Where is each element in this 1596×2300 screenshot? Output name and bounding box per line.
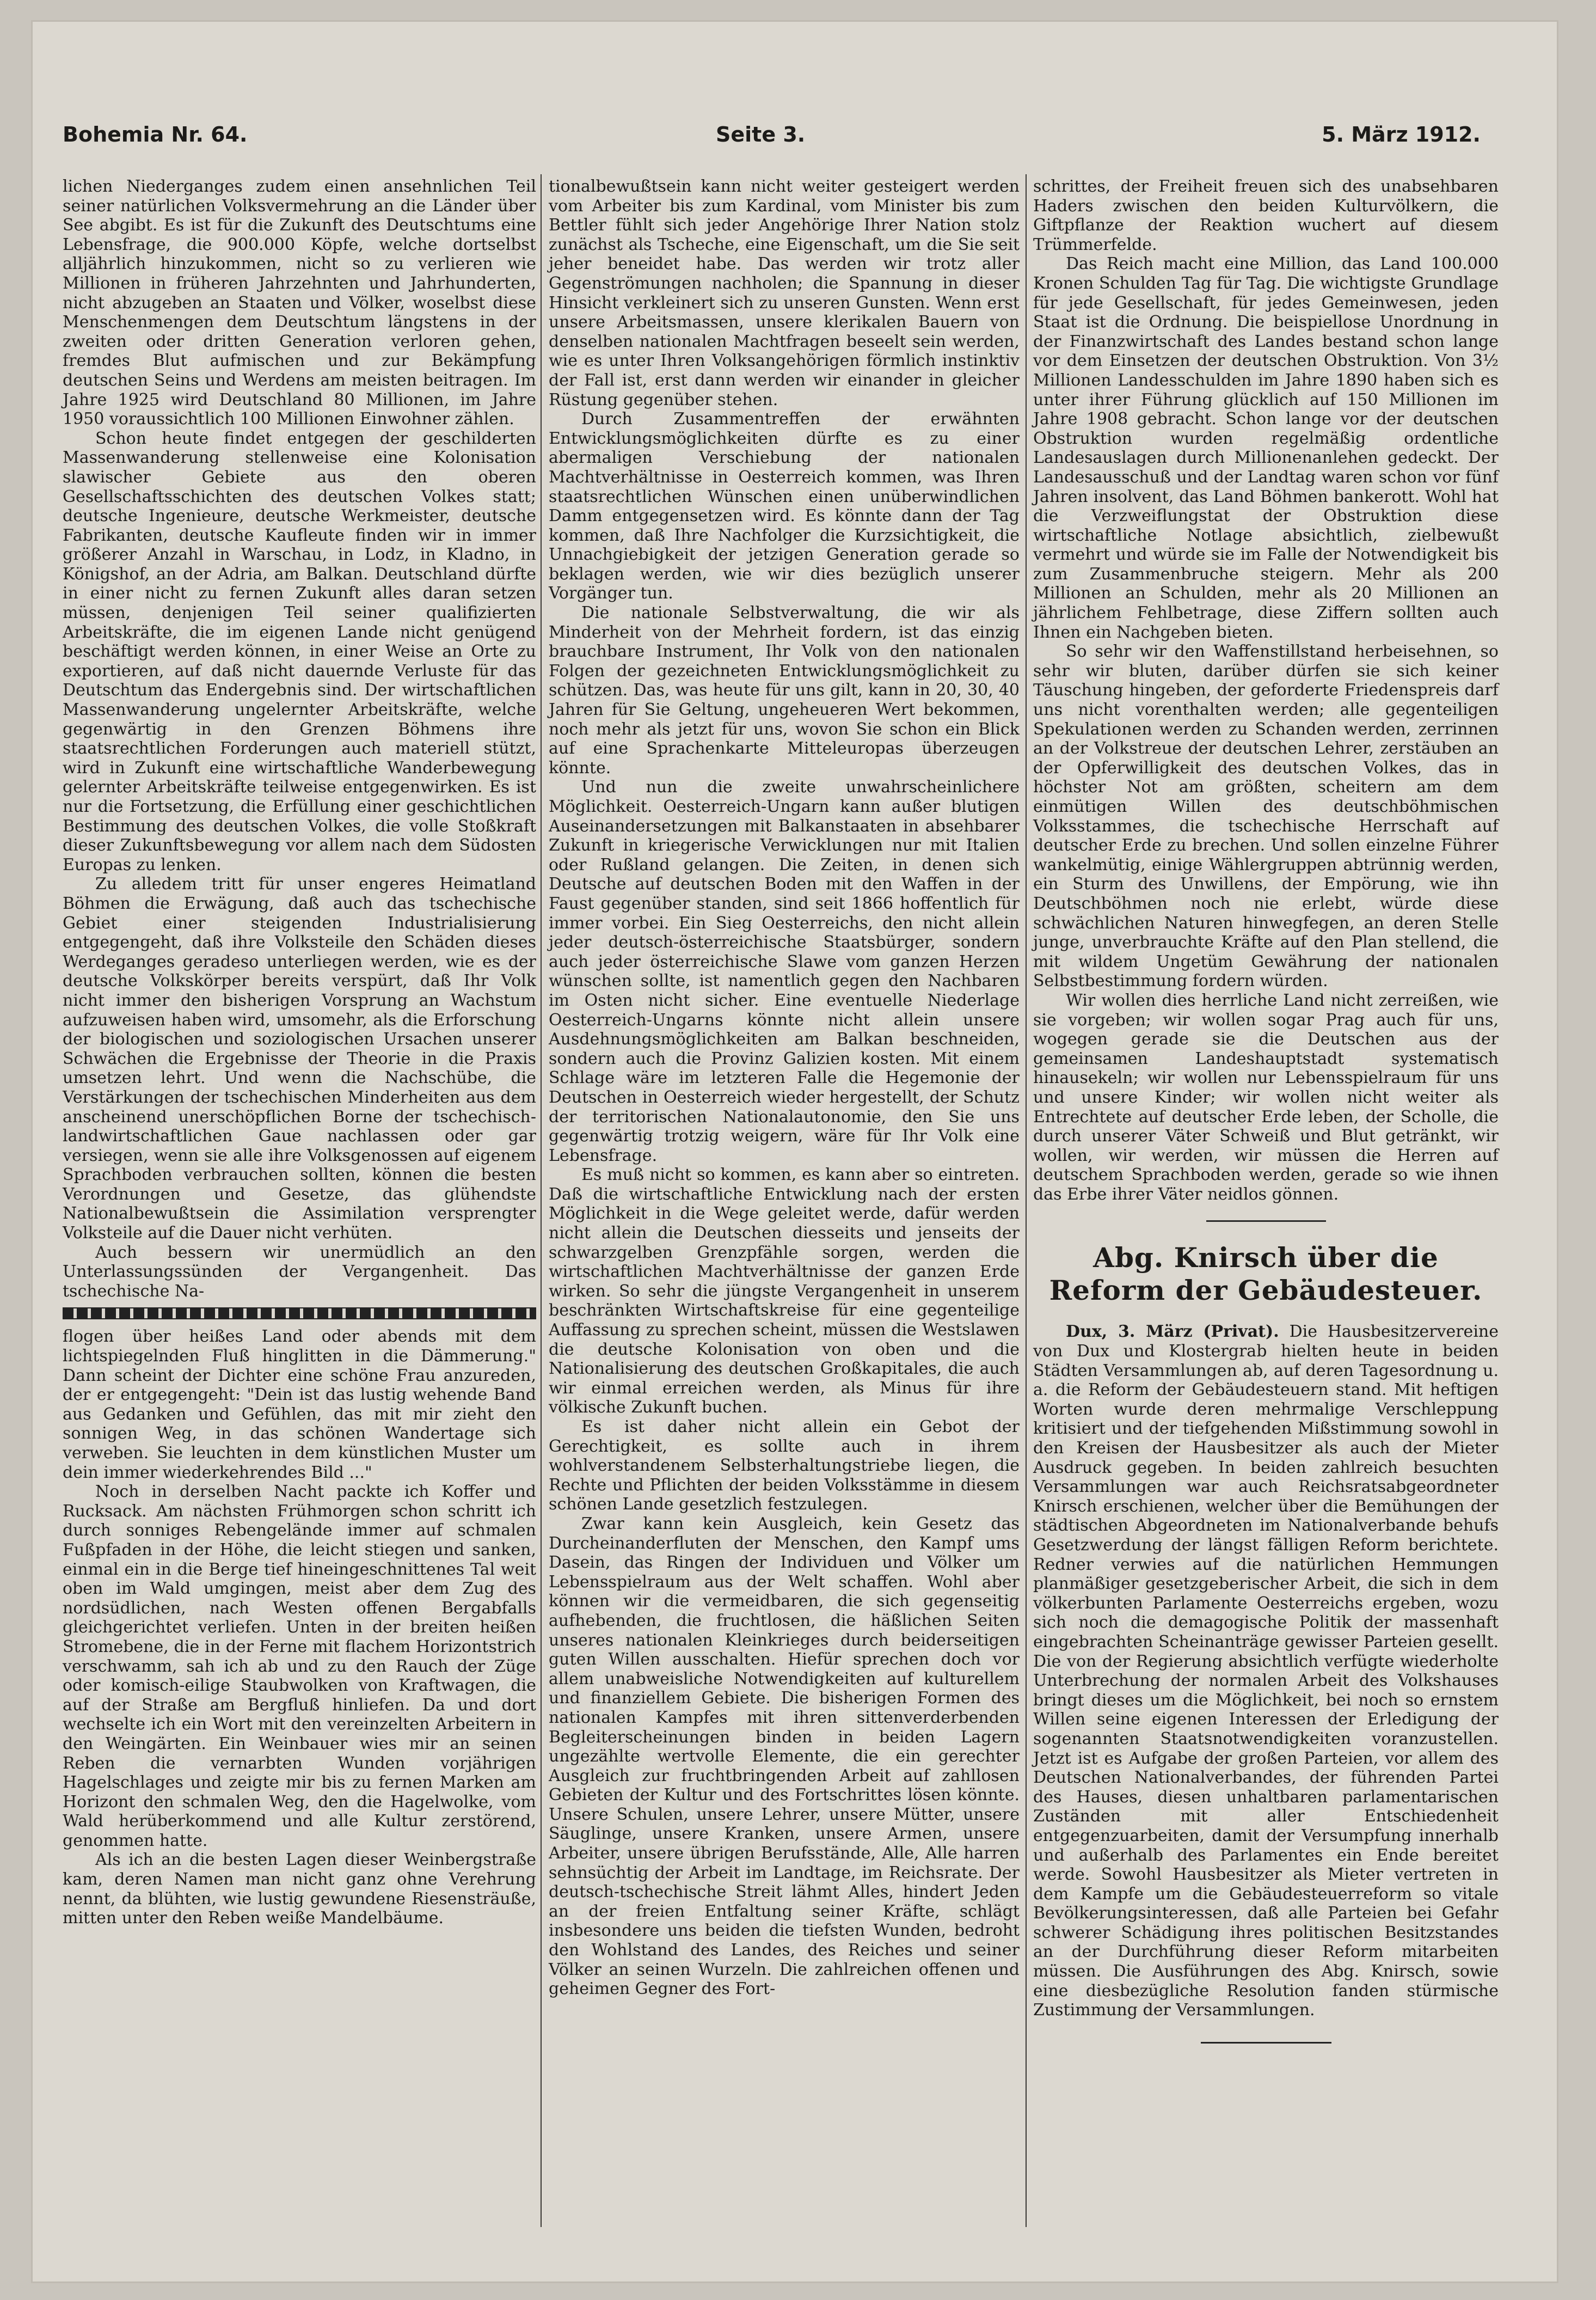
column-rule-right [1026, 174, 1027, 2227]
article-paragraph: Durch Zusammentreffen der erwähnten Entwicklungsmöglichkeiten dürfte es zu einer abermaligen Verschiebung der nationalen Machtverhältnisse in Oesterreich kommen, was Ihren staatsrechtlichen Wünschen einen unüberwindlichen Damm entgegensetzen wird. Es könnte dann der Tag kommen, daß Ihre Nachfolger die Kurzsichtigkeit, die Unnachgiebigkeit der jetzigen Generation gerade so beklagen werden, wie wir dies bezüglich unserer Vorgänger tun. [549, 409, 1020, 603]
article-paragraph: Es muß nicht so kommen, es kann aber so eintreten. Daß die wirtschaftliche Entwicklung nach der ersten Möglichkeit in die Wege geleitet werde, dafür werden nicht allein die Deutschen diesseits und jenseits der schwarzgelben Grenzpfähle sorgen, werden die wirtschaftlichen Machtverhältnisse der ganzen Erde wirken. So sehr die jüngste Vergangenheit in unserem beschränkten Wirtschaftskreise für eine gegenteilige Auffassung zu sprechen scheint, müssen die Westslawen die deutsche Kolonisation von oben und die Nationalisierung des deutschen Großkapitales, die auch wir einmal erreichen werden, als Minus für ihre völkische Zukunft buchen. [549, 1165, 1020, 1417]
header-page-number: Seite 3. [716, 123, 806, 146]
feuilleton-paragraph: flogen über heißes Land oder abends mit dem lichtspiegelnden Fluß hinglitten in die Dämmerung." Dann scheint der Dichter eine schöne Frau anzureden, der er entgegengeht: "Dein ist das lustig wehende Band aus Gedanken und Gefühlen, das mit mir zieht den sonnigen Weg, in das schönen Wandertage sich verweben. Sie leuchten in dem künstlichen Muster um dein immer wiederkehrendes Bild ..." [63, 1327, 536, 1482]
article-dateline: Dux, 3. März (Privat). [1066, 1322, 1279, 1342]
article-paragraph: tionalbewußtsein kann nicht weiter gesteigert werden vom Arbeiter bis zum Kardinal, vom Minister bis zum Bettler fühlt sich jeder Angehörige Ihrer Nation stolz zunächst als Tscheche, eine Eigenschaft, um die Sie seit jeher beneidet habe. Das werden wir trotz aller Gegenströmungen nachholen; die Spannung in dieser Hinsicht verkleinert sich zu unseren Gunsten. Wenn erst unsere Arbeitsmassen, unsere klerikalen Bauern von denselben nationalen Machtfragen beseelt sein werden, wie es unter Ihren Volksangehörigen förmlich instinktiv der Fall ist, erst dann werden wir einander in gleicher Rüstung gegenüber stehen. [549, 177, 1020, 409]
article-end-rule [1201, 2042, 1331, 2044]
article-paragraph: Zwar kann kein Ausgleich, kein Gesetz das Durcheinanderfluten der Menschen, den Kampf ums Dasein, das Ringen der Individuen und Völker um Lebensspielraum aus der Welt schaffen. Wohl aber können wir die vermeidbaren, die sich gegenseitig aufhebenden, die fruchtlosen, die häßlichen Seiten unseres nationalen Kleinkrieges durch beiderseitigen guten Willen ausschalten. Hiefür sprechen doch vor allem unabweisliche Notwendigkeiten auf kulturellem und finanziellem Gebiete. Die bisherigen Formen des nationalen Kampfes mit ihren sittenverderbenden Begleiterscheinungen binden in beiden Lagern ungezählte wertvolle Elemente, die ein gerechter Ausgleich zur fruchtbringenden Arbeit auf zahllosen Gebieten der Kultur und des Fortschrittes lösen könnte. Unsere Schulen, unsere Lehrer, unsere Mütter, unsere Säuglinge, unsere Kranken, unsere Armen, unsere Arbeiter, unsere übrigen Berufsstände, Alle, Alle harren sehnsüchtig der Arbeit im Landtage, im Reichsrate. Der deutsch-tschechische Streit lähmt Alles, hindert Jeden an der freien Entfaltung seiner Kräfte, schlägt insbesondere uns beiden die tiefsten Wunden, bedroht den Wohlstand des Landes, des Reiches und seiner Völker an seinen Wurzeln. Die zahlreichen offenen und geheimen Gegner des Fort- [549, 1514, 1020, 1999]
article-headline: Abg. Knirsch über die Reform der Gebäudesteuer. [1049, 1241, 1483, 1307]
header-date: 5. März 1912. [1322, 123, 1481, 146]
feuilleton-paragraph: Als ich an die besten Lagen dieser Weinbergstraße kam, deren Namen man nicht ganz ohne Verehrung nennt, da blühten, wie lustig gewundene Riesensträuße, mitten unter den Reben weiße Mandelbäume. [63, 1850, 536, 1928]
article-paragraph: Und nun die zweite unwahrscheinlichere Möglichkeit. Oesterreich-Ungarn kann außer blutigen Auseinandersetzungen mit Balkanstaaten in absehbarer Zukunft in kriegerische Verwicklungen nur mit Italien oder Rußland gelangen. Die Zeiten, in denen sich Deutsche auf deutschen Boden mit den Waffen in der Faust gegenüber standen, sind seit 1866 hoffentlich für immer vorbei. Ein Sieg Oesterreichs, den nicht allein jeder deutsch-österreichische Staatsbürger, sondern auch jeder österreichische Slawe vom ganzen Herzen wünschen sollte, ist namentlich gegen den Nachbaren im Osten nicht sicher. Eine eventuelle Niederlage Oesterreich-Ungarns könnte nicht allein unsere Ausdehnungsmöglichkeiten am Balkan beschneiden, sondern auch die Provinz Galizien kosten. Mit einem Schlage wäre im letzteren Falle die Hegemonie der Deutschen in Oesterreich wieder hergestellt, der Schutz der territorischen Nationalautonomie, den Sie uns gegenwärtig trotzig weigern, wäre für Ihr Volk eine Lebensfrage. [549, 778, 1020, 1165]
article-paragraph: Es ist daher nicht allein ein Gebot der Gerechtigkeit, es sollte auch in ihrem wohlverstandenem Selbsterhaltungstriebe liegen, die Rechte und Pflichten der beiden Volksstämme in diesem schönen Lande gesetzlich festzulegen. [549, 1417, 1020, 1514]
article-paragraph: Die Hausbesitzervereine von Dux und Klostergrab hielten heute in beiden Städten Versammlungen ab, auf deren Tagesordnung u. a. die Reform der Gebäudesteuern stand. Mit heftigen Worten wurde deren mehrmalige Verschleppung kritisiert und der tiefgehenden Mißstimmung sowohl in den Kreisen der Hausbesitzer als auch der Mieter Ausdruck gegeben. In beiden zahlreich besuchten Versammlungen war auch Reichsratsabgeordneter Knirsch erschienen, welcher über die Bemühungen der städtischen Abgeordneten im Nationalverbande behufs Gesetzwerdung der längst fälligen Reform berichtete. Redner verwies auf die natürlichen Hemmungen planmäßiger gesetzgeberischer Arbeit, die sich in dem völkerbunten Parlamente Oesterreichs ergeben, wozu sich noch die demagogische Politik der massenhaft eingebrachten Scheinanträge gewisser Parteien gesellt. Die von der Regierung absichtlich verfügte wiederholte Unterbrechung der normalen Arbeit des Volkshauses bringt dieses um die Möglichkeit, bei noch so ernstem Willen seine eigenen Interessen der Erledigung der sogenannten Staatsnotwendigkeiten voranzustellen. Jetzt ist es Aufgabe der großen Parteien, vor allem des Deutschen Nationalverbandes, der führenden Partei des Hauses, diesen unhaltbaren parlamentarischen Zuständen mit aller Entschiedenheit entgegenzuarbeiten, damit der Versumpfung innerhalb und außerhalb des Parlamentes ein Ende bereitet werde. Sowohl Hausbesitzer als Mieter vertreten in dem Kampfe um die Gebäudesteuerreform so vitale Bevölkerungsinteressen, daß alle Parteien bei Gefahr schwerer Schädigung ihres politischen Besitzstandes an der Durchführung dieser Reform mitarbeiten müssen. Die Ausführungen des Abg. Knirsch, sowie eine diesbezügliche Resolution fanden stürmische Zustimmung der Versammlungen. [1033, 1322, 1499, 2020]
article-paragraph: lichen Niederganges zudem einen ansehnlichen Teil seiner natürlichen Volksvermehrung an die Länder über See abgibt. Es ist für die Zukunft des Deutschtums eine Lebensfrage, die 900.000 Köpfe, welche dortselbst alljährlich hinzukommen, nicht so zu verlieren wie Millionen in früheren Jahrzehnten und Jahrhunderten, nicht abzugeben an Staaten und Völker, woselbst diese Menschenmengen dem Deutschtum längstens in der zweiten oder dritten Generation verloren gehen, fremdes Blut aufmischen und zur Bekämpfung deutschen Seins und Werdens am meisten beitragen. Im Jahre 1925 wird Deutschland 80 Millionen, im Jahre 1950 voraussichtlich 100 Millionen Einwohner zählen. [63, 177, 536, 429]
article-paragraph: So sehr wir den Waffenstillstand herbeisehnen, so sehr wir bluten, darüber dürfen sie sich keiner Täuschung hingeben, der geforderte Friedenspreis darf uns nicht vorenthalten werden; alle gegenteiligen Spekulationen werden zu Schanden werden, zerrinnen an der Volkstreue der deutschen Lehrer, zerstäuben an der Opferwilligkeit des deutschen Volkes, das in höchster Not am größten, scheitern am dem einmütigen Willen des deutschböhmischen Volksstammes, die tschechische Herrschaft auf deutscher Erde zu brechen. Und sollen einzelne Führer wankelmütig, einige Wählergruppen abtrünnig werden, ein Sturm des Unwillens, der Empörung, wie ihn Deutschböhmen noch nie erlebt, würde diese schwächlichen Naturen hinwegfegen, an deren Stelle junge, unverbrauchte Kräfte auf den Plan stellend, die mit wildem Ungetüm Gewährung der nationalen Selbstbestimmung fordern würden. [1033, 642, 1499, 991]
newspaper-page [33, 22, 1557, 2281]
article-paragraph: schrittes, der Freiheit freuen sich des unabsehbaren Haders zwischen den beiden Kulturvölkern, die Giftpflanze der Reaktion wuchert auf diesem Trümmerfelde. [1033, 177, 1499, 254]
article-paragraph: Das Reich macht eine Million, das Land 100.000 Kronen Schulden Tag für Tag. Die wichtigste Grundlage für jede Gesellschaft, für jedes Gemeinwesen, jeden Staat ist die Ordnung. Die beispiellose Unordnung in der Finanzwirtschaft des Landes bestand schon lange vor dem Einsetzen der deutschen Obstruktion. Von 3½ Millionen Landesschulden im Jahre 1890 haben sich es unter ihrer Führung glücklich auf 150 Millionen im Jahre 1908 gebracht. Schon lange vor der deutschen Obstruktion wurden regelmäßig ordentliche Landesauslagen durch Millionenanlehen gedeckt. Der Landesausschuß und der Landtag waren schon vor fünf Jahren insolvent, das Land Böhmen bankerott. Wohl hat die Verzweiflungstat der Obstruktion diese wirtschaftliche Notlage absichtlich, zielbewußt vermehrt und würde sie im Falle der Notwendigkeit bis zum Zusammenbruche steigern. Mehr als 200 Millionen an Schulden, mehr als 20 Millionen an jährlichem Fehlbetrage, diese Ziffern sollten auch Ihnen ein Nachgeben bieten. [1033, 254, 1499, 642]
column-2 [549, 177, 1020, 2235]
column-3 [1033, 177, 1499, 2235]
article-paragraph: Auch bessern wir unermüdlich an den Unterlassungssünden der Vergangenheit. Das tschechische Na- [63, 1243, 536, 1301]
article-paragraph: Zu alledem tritt für unser engeres Heimatland Böhmen die Erwägung, daß auch das tschechische Gebiet einer steigenden Industrialisierung entgegengeht, daß ihre Volksteile den Schäden dieses Werdeganges geradeso unterliegen werden, wie es der deutsche Volkskörper bereits verspürt, daß Ihr Volk nicht immer den bisherigen Vorsprung an Wachstum aufzuweisen haben wird, umsomehr, als die Erforschung der biologischen und soziologischen Ursachen unserer Schwächen die Ergebnisse der Theorie in die Praxis umsetzen lehrt. Und wenn die Nachschübe, die Verstärkungen der tschechischen Minderheiten aus dem anscheinend unerschöpflichen Borne der tschechisch-landwirtschaftlichen Gaue nachlassen oder gar versiegen, wenn sie alle ihre Volksgenossen auf eigenem Sprachboden verbrauchen sollten, können die besten Verordnungen und Gesetze, das glühendste Nationalbewußtsein die Assimilation versprengter Volksteile auf die Dauer nicht verhüten. [63, 874, 536, 1243]
page-header [63, 123, 1481, 155]
article-paragraph: Wir wollen dies herrliche Land nicht zerreißen, wie sie vorgeben; wir wollen sogar Prag auch für uns, wogegen gerade sie die Deutschen aus der gemeinsamen Landeshauptstadt systematisch hinausekeln; wir wollen nur Lebensspielraum für uns und unsere Kinder; wir wollen nicht weiter als Entrechtete auf deutscher Erde leben, der Scholle, die durch unserer Väter Schweiß und Blut getränkt, wir wollen, wir werden, wir müssen die Herren auf deutschem Sprachboden werden, gerade so wie ihnen das Erbe ihrer Väter neidlos gönnen. [1033, 990, 1499, 1204]
article-end-rule [1206, 1220, 1326, 1222]
feuilleton-separator [63, 1307, 536, 1319]
column-rule-left [541, 174, 542, 2227]
header-paper-issue: Bohemia Nr. 64. [63, 123, 248, 146]
feuilleton-paragraph: Noch in derselben Nacht packte ich Koffer und Rucksack. Am nächsten Frühmorgen schon schritt ich durch sonniges Rebengelände immer auf schmalen Fußpfaden in der Höhe, die leicht stiegen und sanken, einmal ein in die Berge tief hineingeschnittenes Tal weit oben im Wald umgingen, meist aber dem Zug des nordsüdlichen, nach Westen offenen Bergabfalls gleichgerichtet verliefen. Unten in der breiten heißen Stromebene, die in der Ferne mit flachem Horizontstrich verschwamm, sah ich ab und zu den Rauch der Züge oder komisch-eilige Staubwolken von Kraftwagen, die auf der Straße am Bergfluß hinliefen. Da und dort wechselte ich ein Wort mit den vereinzelten Arbeitern in den Weingärten. Ein Weinbauer wies mir an seinen Reben die vernarbten Wunden vorjährigen Hagelschlages und zeigte mir bis zu fernen Marken am Horizont den schmalen Weg, den die Hagelwolke, vom Wald herüberkommend und alle Kultur zerstörend, genommen hatte. [63, 1482, 536, 1850]
column-1 [63, 177, 536, 2235]
article-paragraph: Schon heute findet entgegen der geschilderten Massenwanderung stellenweise eine Kolonisation slawischer Gebiete aus den oberen Gesellschaftsschichten des deutschen Volkes statt; deutsche Ingenieure, deutsche Werkmeister, deutsche Fabrikanten, deutsche Kaufleute finden wir in immer größerer Anzahl in Warschau, in Lodz, in Kladno, in Königshof, an der Adria, am Balkan. Deutschland dürfte in einer nicht zu fernen Zukunft alles daran setzen müssen, denjenigen Teil seiner qualifizierten Arbeitskräfte, die im eigenen Lande nicht genügend beschäftigt werden können, in einer Weise an Orte zu exportieren, auf daß nicht dauernde Verluste für das Deutschtum das Endergebnis sind. Der wirtschaftlichen Massenwanderung ungelernter Arbeitskräfte, welche gegenwärtig in den Grenzen Böhmens ihre staatsrechtlichen Forderungen auch materiell stützt, wird in Zukunft eine wirtschaftliche Wanderbewegung gelernter Arbeitskräfte teilweise entgegenwirken. Es ist nur die Fortsetzung, die Erfüllung einer geschichtlichen Bestimmung des deutschen Volkes, die volle Stoßkraft dieser Zukunftsbewegung vor allem nach dem Südosten Europas zu lenken. [63, 429, 536, 874]
article-paragraph: Die nationale Selbstverwaltung, die wir als Minderheit von der Mehrheit fordern, ist das einzig brauchbare Instrument, Ihr Volk von den nationalen Folgen der gezeichneten Entwicklungsmöglichkeit zu schützen. Das, was heute für uns gilt, kann in 20, 30, 40 Jahren für Sie Geltung, ungeheueren Wert bekommen, noch mehr als jetzt für uns, wovon Sie schon ein Blick auf eine Sprachenkarte Mitteleuropas überzeugen könnte. [549, 603, 1020, 778]
